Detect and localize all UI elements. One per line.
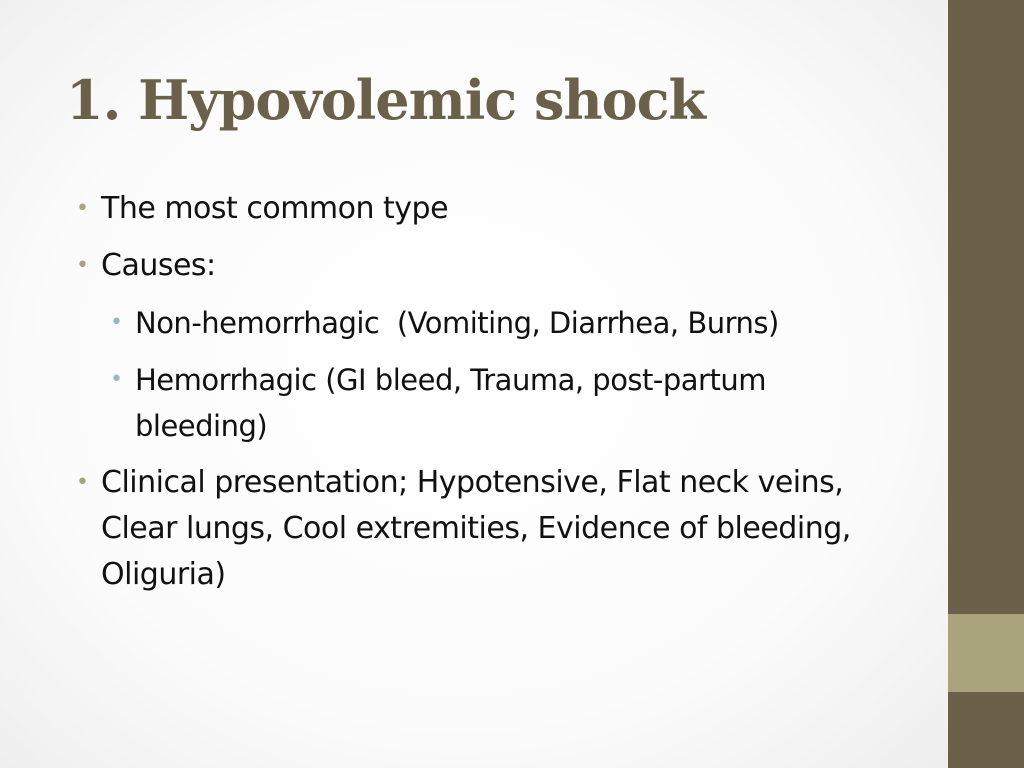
bullet-text: Causes: [101,248,216,283]
bullet-marker: • [76,253,89,278]
bullet-marker: • [76,196,89,221]
slide-title: 1. Hypovolemic shock [66,68,705,132]
bullet-item [76,460,896,598]
sub-bullet-text: Non-hemorrhagic (Vomiting, Diarrhea, Burns) [135,306,779,340]
bullet-text: The most common type [101,191,449,226]
sub-bullet-text: Hemorrhagic (GI bleed, Trauma, post-partum bleeding) [135,363,775,443]
bullet-marker: • [76,470,89,495]
decorative-side-accent [948,614,1024,692]
bullet-item [76,186,896,232]
bullet-item [76,243,896,289]
sub-bullet-item [110,357,896,449]
bullet-list [76,186,896,609]
sub-bullet-marker: • [110,367,123,392]
bullet-text: Clinical presentation; Hypotensive, Flat neck veins, Clear lungs, Cool extremities, Evidence of bleeding, Oliguria) [101,465,860,592]
sub-bullet-item [110,300,896,346]
sub-bullet-marker: • [110,310,123,335]
